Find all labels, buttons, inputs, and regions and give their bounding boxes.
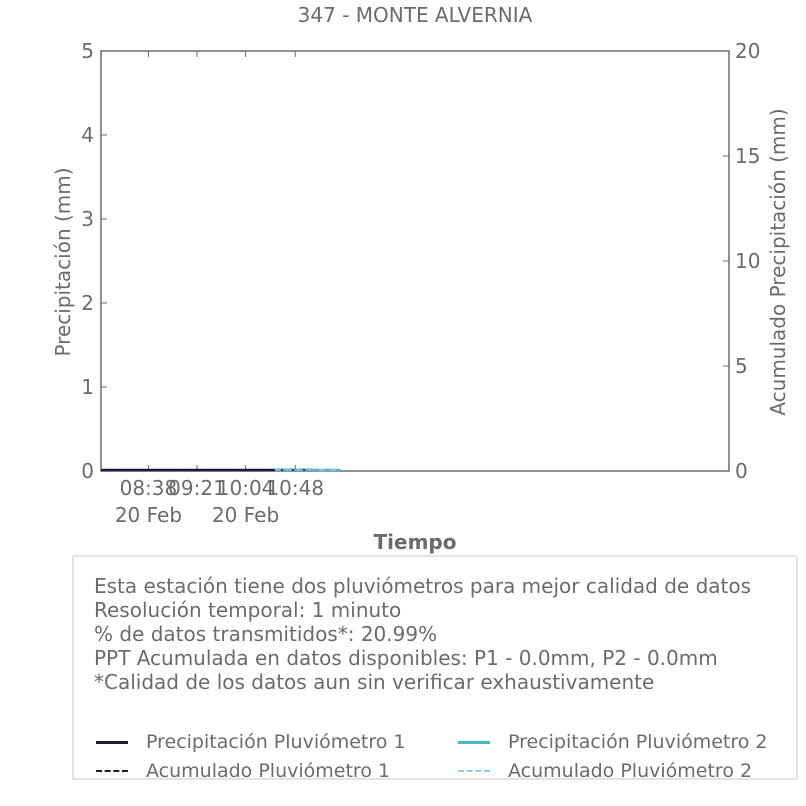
legend (96, 730, 796, 786)
left-axis (81, 39, 107, 483)
info-line-transmitted: % de datos transmitidos*: 20.99% (94, 622, 438, 646)
y2-tick-label: 15 (735, 144, 761, 168)
legend-item-accum-1 (96, 759, 390, 783)
y-tick-label: 5 (81, 39, 94, 63)
info-line-resolution: Resolución temporal: 1 minuto (94, 598, 402, 622)
y-tick-label: 1 (81, 375, 94, 399)
y-tick-label: 4 (81, 123, 94, 147)
legend-label: Acumulado Pluviómetro 1 (146, 760, 391, 782)
legend-swatch-solid (96, 741, 128, 744)
y2-axis-label: Acumulado Precipitación (mm) (766, 108, 790, 416)
y2-tick-label: 5 (735, 354, 748, 378)
y-tick-label: 2 (81, 291, 94, 315)
y2-tick-label: 0 (735, 459, 748, 483)
info-box (72, 555, 798, 780)
legend-item-precip-2 (458, 730, 768, 754)
y-tick-label: 3 (81, 207, 94, 231)
info-line-stations: Esta estación tiene dos pluviómetros para mejor calidad de datos (94, 574, 752, 598)
legend-swatch-dashed (458, 770, 490, 772)
x-tick-label: 08:38 (119, 476, 178, 500)
y-tick-label: 0 (81, 459, 94, 483)
plot-frame (101, 51, 729, 471)
info-lines (94, 574, 751, 694)
y2-tick-label: 10 (735, 249, 761, 273)
chart-title: 347 - MONTE ALVERNIA (297, 3, 533, 27)
y-axis-label: Precipitación (mm) (51, 167, 75, 357)
x-tick-label: 10:48 (266, 476, 325, 500)
legend-swatch-solid (458, 741, 490, 744)
x-tick-date-label: 20 Feb (211, 503, 280, 527)
info-line-quality: *Calidad de los datos aun sin verificar exhaustivamente (94, 670, 655, 694)
x-tick-label: 09:21 (168, 476, 226, 500)
legend-label: Acumulado Pluviómetro 2 (508, 760, 753, 782)
legend-label: Precipitación Pluviómetro 2 (508, 731, 768, 753)
legend-swatch-dashed (96, 770, 128, 772)
x-tick-label: 10:04 (216, 476, 275, 500)
legend-item-precip-1 (96, 730, 406, 754)
legend-item-accum-2 (458, 759, 752, 783)
info-line-accumulated: PPT Acumulada en datos disponibles: P1 - 0.0mm, P2 - 0.0mm (94, 646, 718, 670)
y2-tick-label: 20 (735, 39, 761, 63)
x-axis-label: Tiempo (373, 530, 457, 554)
legend-label: Precipitación Pluviómetro 1 (146, 731, 406, 753)
x-tick-date-label: 20 Feb (114, 503, 183, 527)
x-axis (115, 51, 324, 527)
